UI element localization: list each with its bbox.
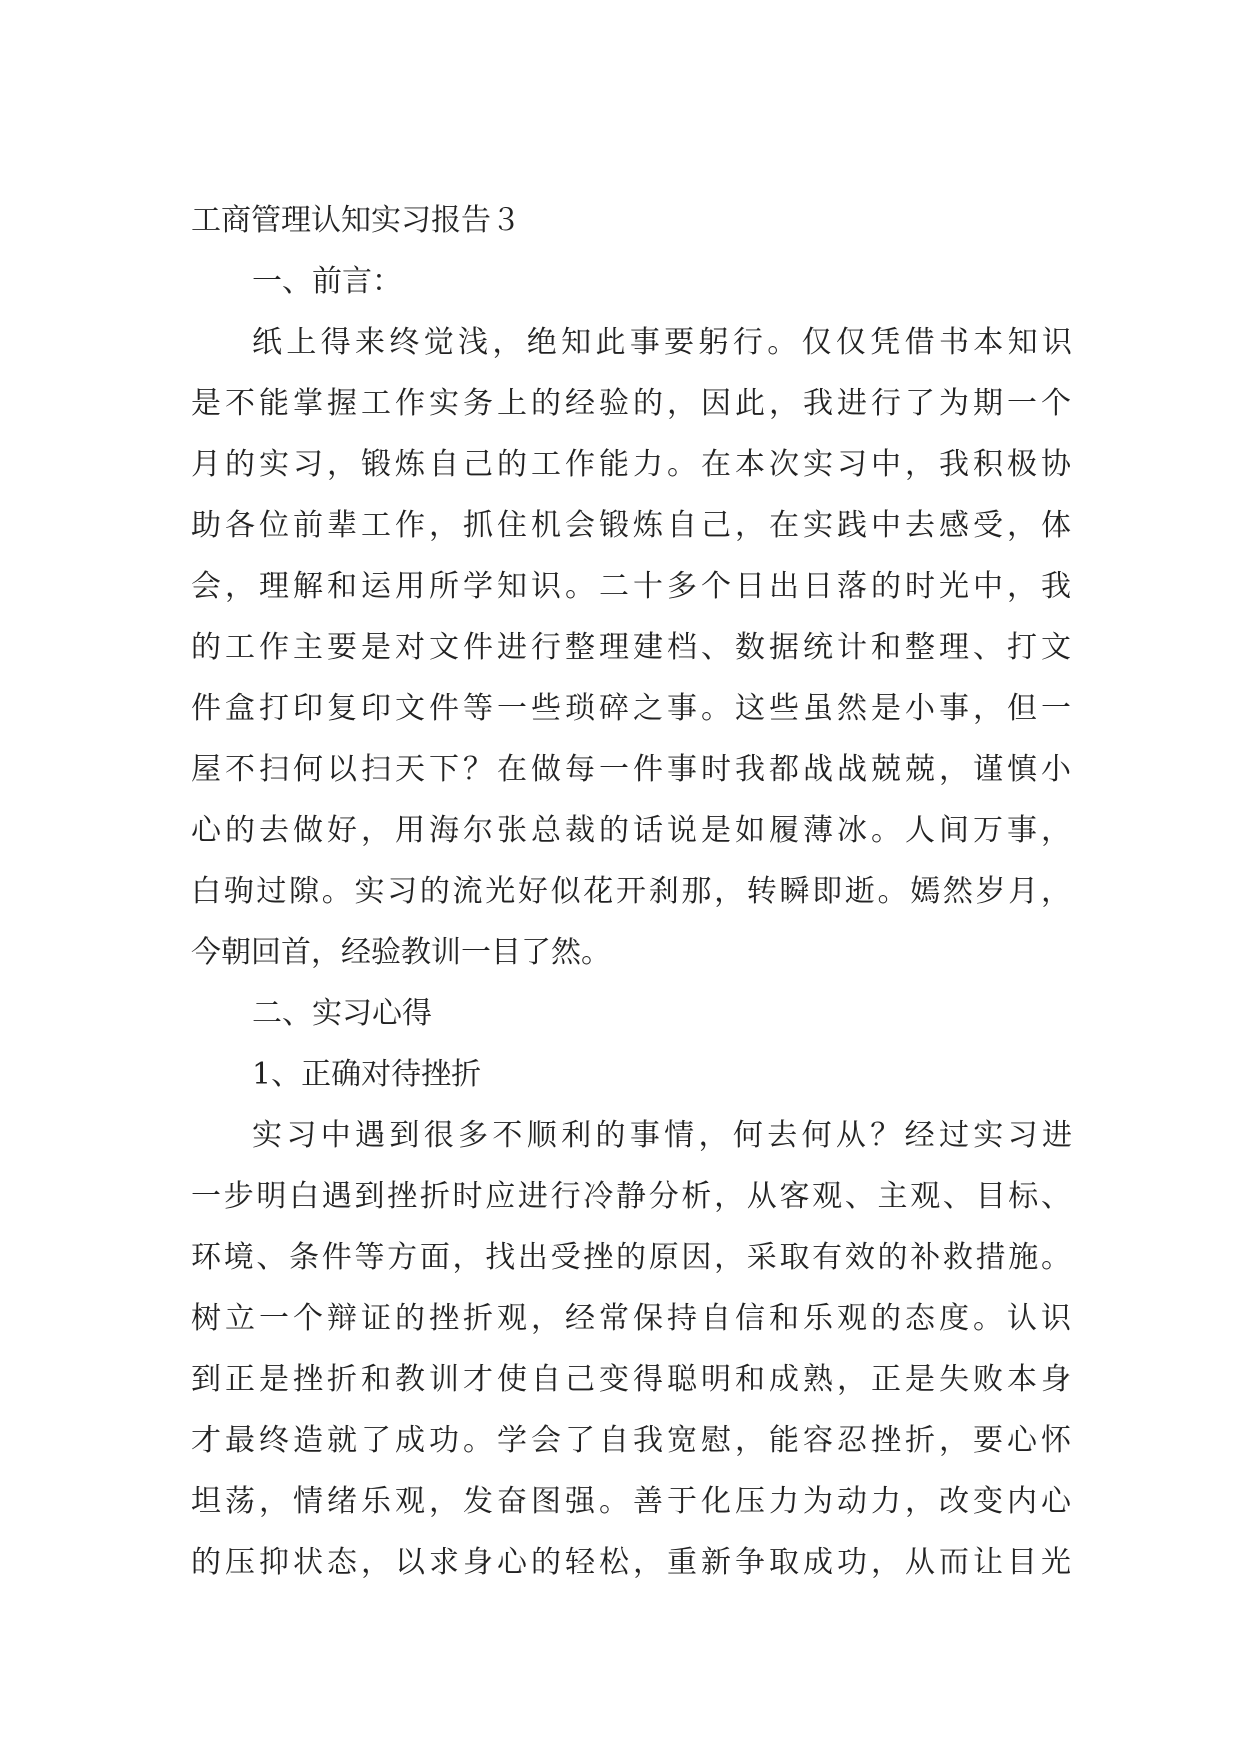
paragraph-line: 心的去做好，用海尔张总裁的话说是如履薄冰。人间万事， — [191, 813, 1071, 848]
paragraph-line: 白驹过隙。实习的流光好似花开刹那，转瞬即逝。嫣然岁月， — [191, 874, 1071, 909]
paragraph-line: 才最终造就了成功。学会了自我宽慰，能容忍挫折，要心怀 — [191, 1423, 1071, 1458]
paragraph-line: 实习中遇到很多不顺利的事情，何去何从？经过实习进 — [252, 1118, 1072, 1153]
paragraph-line: 的工作主要是对文件进行整理建档、数据统计和整理、打文 — [191, 630, 1071, 665]
subsection-heading: 1、正确对待挫折 — [252, 1057, 482, 1092]
paragraph-line: 屋不扫何以扫天下？在做每一件事时我都战战兢兢，谨慎小 — [191, 752, 1071, 787]
document-title: 工商管理认知实习报告３ — [191, 203, 521, 238]
paragraph-line: 到正是挫折和教训才使自己变得聪明和成熟，正是失败本身 — [191, 1362, 1071, 1397]
paragraph-line: 纸上得来终觉浅，绝知此事要躬行。仅仅凭借书本知识 — [252, 325, 1072, 360]
paragraph-line: 一步明白遇到挫折时应进行冷静分析，从客观、主观、目标、 — [191, 1179, 1071, 1214]
paragraph-line: 树立一个辩证的挫折观，经常保持自信和乐观的态度。认识 — [191, 1301, 1071, 1336]
paragraph-line: 环境、条件等方面，找出受挫的原因，采取有效的补救措施。 — [191, 1240, 1071, 1275]
paragraph-line: 是不能掌握工作实务上的经验的，因此，我进行了为期一个 — [191, 386, 1071, 421]
paragraph-line: 坦荡，情绪乐观，发奋图强。善于化压力为动力，改变内心 — [191, 1484, 1071, 1519]
paragraph-line: 会，理解和运用所学知识。二十多个日出日落的时光中，我 — [191, 569, 1071, 604]
paragraph-line: 月的实习，锻炼自己的工作能力。在本次实习中，我积极协 — [191, 447, 1071, 482]
paragraph-line: 的压抑状态，以求身心的轻松，重新争取成功，从而让目光 — [191, 1545, 1071, 1580]
section-heading-experience: 二、实习心得 — [252, 996, 432, 1031]
paragraph-line: 件盒打印复印文件等一些琐碎之事。这些虽然是小事，但一 — [191, 691, 1071, 726]
paragraph-line: 今朝回首，经验教训一目了然。 — [191, 935, 611, 970]
section-heading-preface: 一、前言： — [252, 264, 402, 299]
paragraph-line: 助各位前辈工作，抓住机会锻炼自己，在实践中去感受，体 — [191, 508, 1071, 543]
